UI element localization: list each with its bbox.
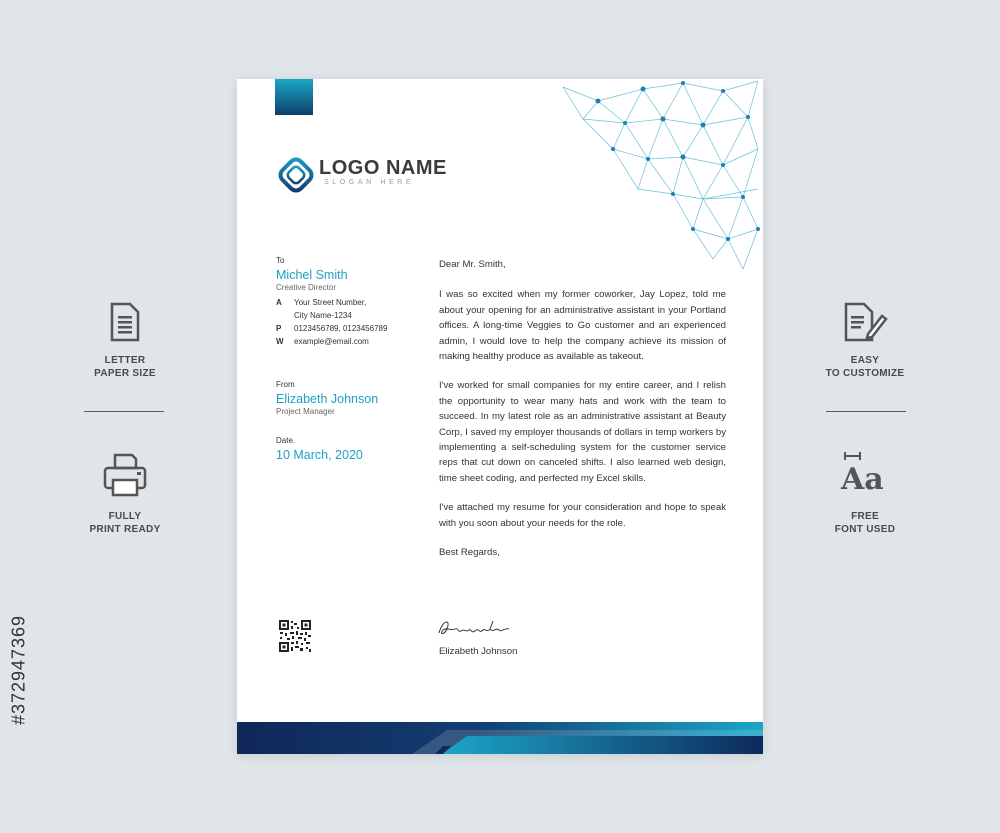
feature-line2: FONT USED [834,524,896,535]
email-address: example@email.com [294,337,369,346]
web-key: W [276,337,284,346]
logo-slogan: SLOGAN HERE [324,179,415,186]
logo-icon [275,154,317,196]
qr-code-icon [278,619,312,653]
from-label: From [276,380,295,389]
date-label: Date. [276,436,296,445]
sender-name: Elizabeth Johnson [276,392,379,406]
recipient-name: Michel Smith [276,268,348,282]
feature-letter-size [65,302,185,380]
font-icon [835,452,895,498]
feature-customize [805,302,925,380]
date-block [276,436,363,462]
footer-band [237,722,763,754]
top-accent-bar [275,79,313,115]
font-glyph: Aa [841,462,884,497]
feature-line1: FULLY [108,511,142,522]
paragraph-1: I was so excited when my former coworker, Jay Lopez, told me about your opening for an administrative assistant in your Portland offices. A long-time Veggies to Go customer and an experienced admin, I would love to help the company achieve its mission of making healthy produce as available as takeout. [439,289,726,363]
document-icon [110,302,140,342]
signer-name: Elizabeth Johnson [439,646,518,657]
feature-line1: LETTER [104,355,146,366]
paragraph-2: I've worked for small companies for my entire career, and I relish the opportunity to wear many hats and work with the team to succeed. In my latest role as an administrative assistant at Beauty Corp, I saved my employer thousands of dollars in temp workers by implementing a self-scheduling system for the customer service reps that cut down on canceled shifts. I also learned web design, time sheet coding, and perfected my Excel skills. [439,380,726,484]
logo-name: LOGO NAME [319,157,447,179]
feature-line2: TO CUSTOMIZE [825,368,905,379]
feature-font [805,452,925,536]
paragraph-3: I've attached my resume for your consideration and hope to speak with you soon about your needs for the role. [439,502,726,529]
feature-line2: PAPER SIZE [94,368,156,379]
sender-role: Project Manager [276,407,335,416]
feature-line2: PRINT READY [89,524,161,535]
stock-id-text: #372947369 [8,614,29,726]
address-key: A [276,298,282,307]
recipient-contact [276,296,387,348]
stock-id [4,590,34,750]
left-divider [84,411,164,412]
signature [435,615,515,641]
to-label: To [276,256,285,265]
greeting: Dear Mr. Smith, [439,259,506,270]
feature-line1: EASY [850,355,880,366]
phone-key: P [276,324,282,333]
sender-block [276,380,378,416]
phone-number: 0123456789, 0123456789 [294,324,388,333]
network-graphic [553,79,763,279]
feature-print-ready [65,452,185,536]
address-line2: City Name-1234 [294,311,352,320]
recipient-role: Creative Director [276,283,337,292]
recipient-block [276,256,348,292]
feature-line1: FREE [851,511,879,522]
letter-body [439,257,726,575]
printer-icon [102,452,148,498]
right-divider [826,411,906,412]
date-value: 10 March, 2020 [276,448,363,462]
letterhead-paper [237,79,763,754]
edit-document-icon [842,302,888,342]
closing: Best Regards, [439,547,500,559]
address-line1: Your Street Number, [294,298,367,307]
